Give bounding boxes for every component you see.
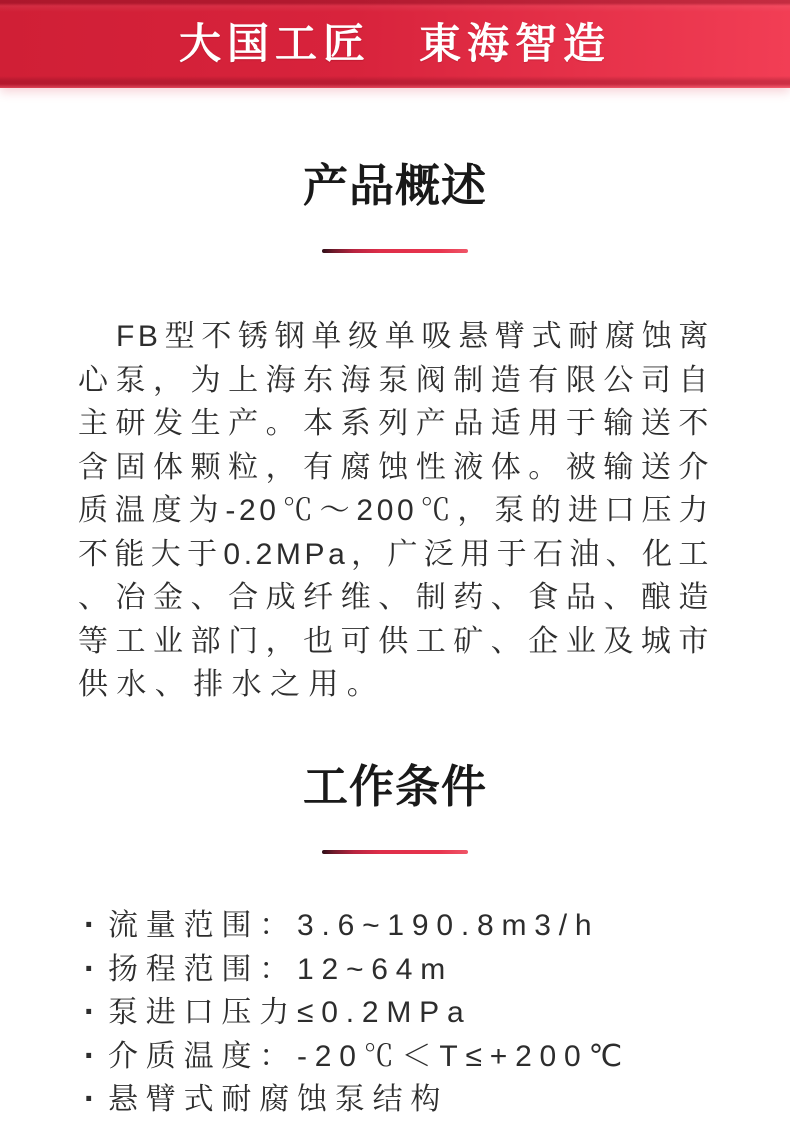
overview-paragraph-line: 等工业部门，也可供工矿、企业及城市 <box>78 624 712 658</box>
bullet-icon: · <box>84 1080 96 1119</box>
list-item <box>84 1035 730 1079</box>
overview-section-title: 产品概述 <box>302 160 487 211</box>
condition-text: 泵进口压力≤0.2MPa <box>108 996 472 1030</box>
overview-paragraph-line: 质温度为-20℃～200℃，泵的进口压力 <box>78 494 712 528</box>
conditions-section-title: 工作条件 <box>302 760 487 812</box>
condition-text: 介质温度：-20℃＜T≤+200℃ <box>108 1039 631 1073</box>
condition-text: 扬程范围：12~64m <box>108 952 454 986</box>
overview-paragraph-line: 含固体颗粒，有腐蚀性液体。被输送介 <box>78 450 712 484</box>
section-product-overview <box>0 160 790 707</box>
overview-paragraph-line: 、冶金、合成纤维、制药、食品、酿造 <box>78 581 712 615</box>
banner-title: 大国工匠 東海智造 <box>178 20 611 67</box>
condition-text: 流量范围：3.6~190.8m3/h <box>108 909 600 943</box>
overview-title-underline <box>322 249 468 253</box>
conditions-list <box>84 904 730 1122</box>
overview-paragraph-line: 不能大于0.2MPa，广泛用于石油、化工 <box>78 537 712 571</box>
header-banner <box>0 0 790 88</box>
list-item <box>84 991 730 1035</box>
list-item <box>84 1078 730 1122</box>
section-working-conditions <box>0 761 790 1122</box>
conditions-title-underline <box>322 850 468 854</box>
bullet-icon: · <box>84 906 96 945</box>
list-item <box>84 904 730 948</box>
overview-paragraph-line: 供水、排水之用。 <box>78 668 386 702</box>
bullet-icon: · <box>84 1036 96 1075</box>
bullet-icon: · <box>84 993 96 1032</box>
overview-paragraph-line: 主研发生产。本系列产品适用于输送不 <box>78 407 712 441</box>
overview-paragraph-line: 心泵，为上海东海泵阀制造有限公司自 <box>78 363 712 397</box>
overview-paragraph-line: FB型不锈钢单级单吸悬臂式耐腐蚀离 <box>116 320 712 354</box>
condition-text: 悬臂式耐腐蚀泵结构 <box>108 1083 449 1117</box>
overview-paragraph <box>78 315 712 707</box>
list-item <box>84 948 730 992</box>
bullet-icon: · <box>84 949 96 988</box>
